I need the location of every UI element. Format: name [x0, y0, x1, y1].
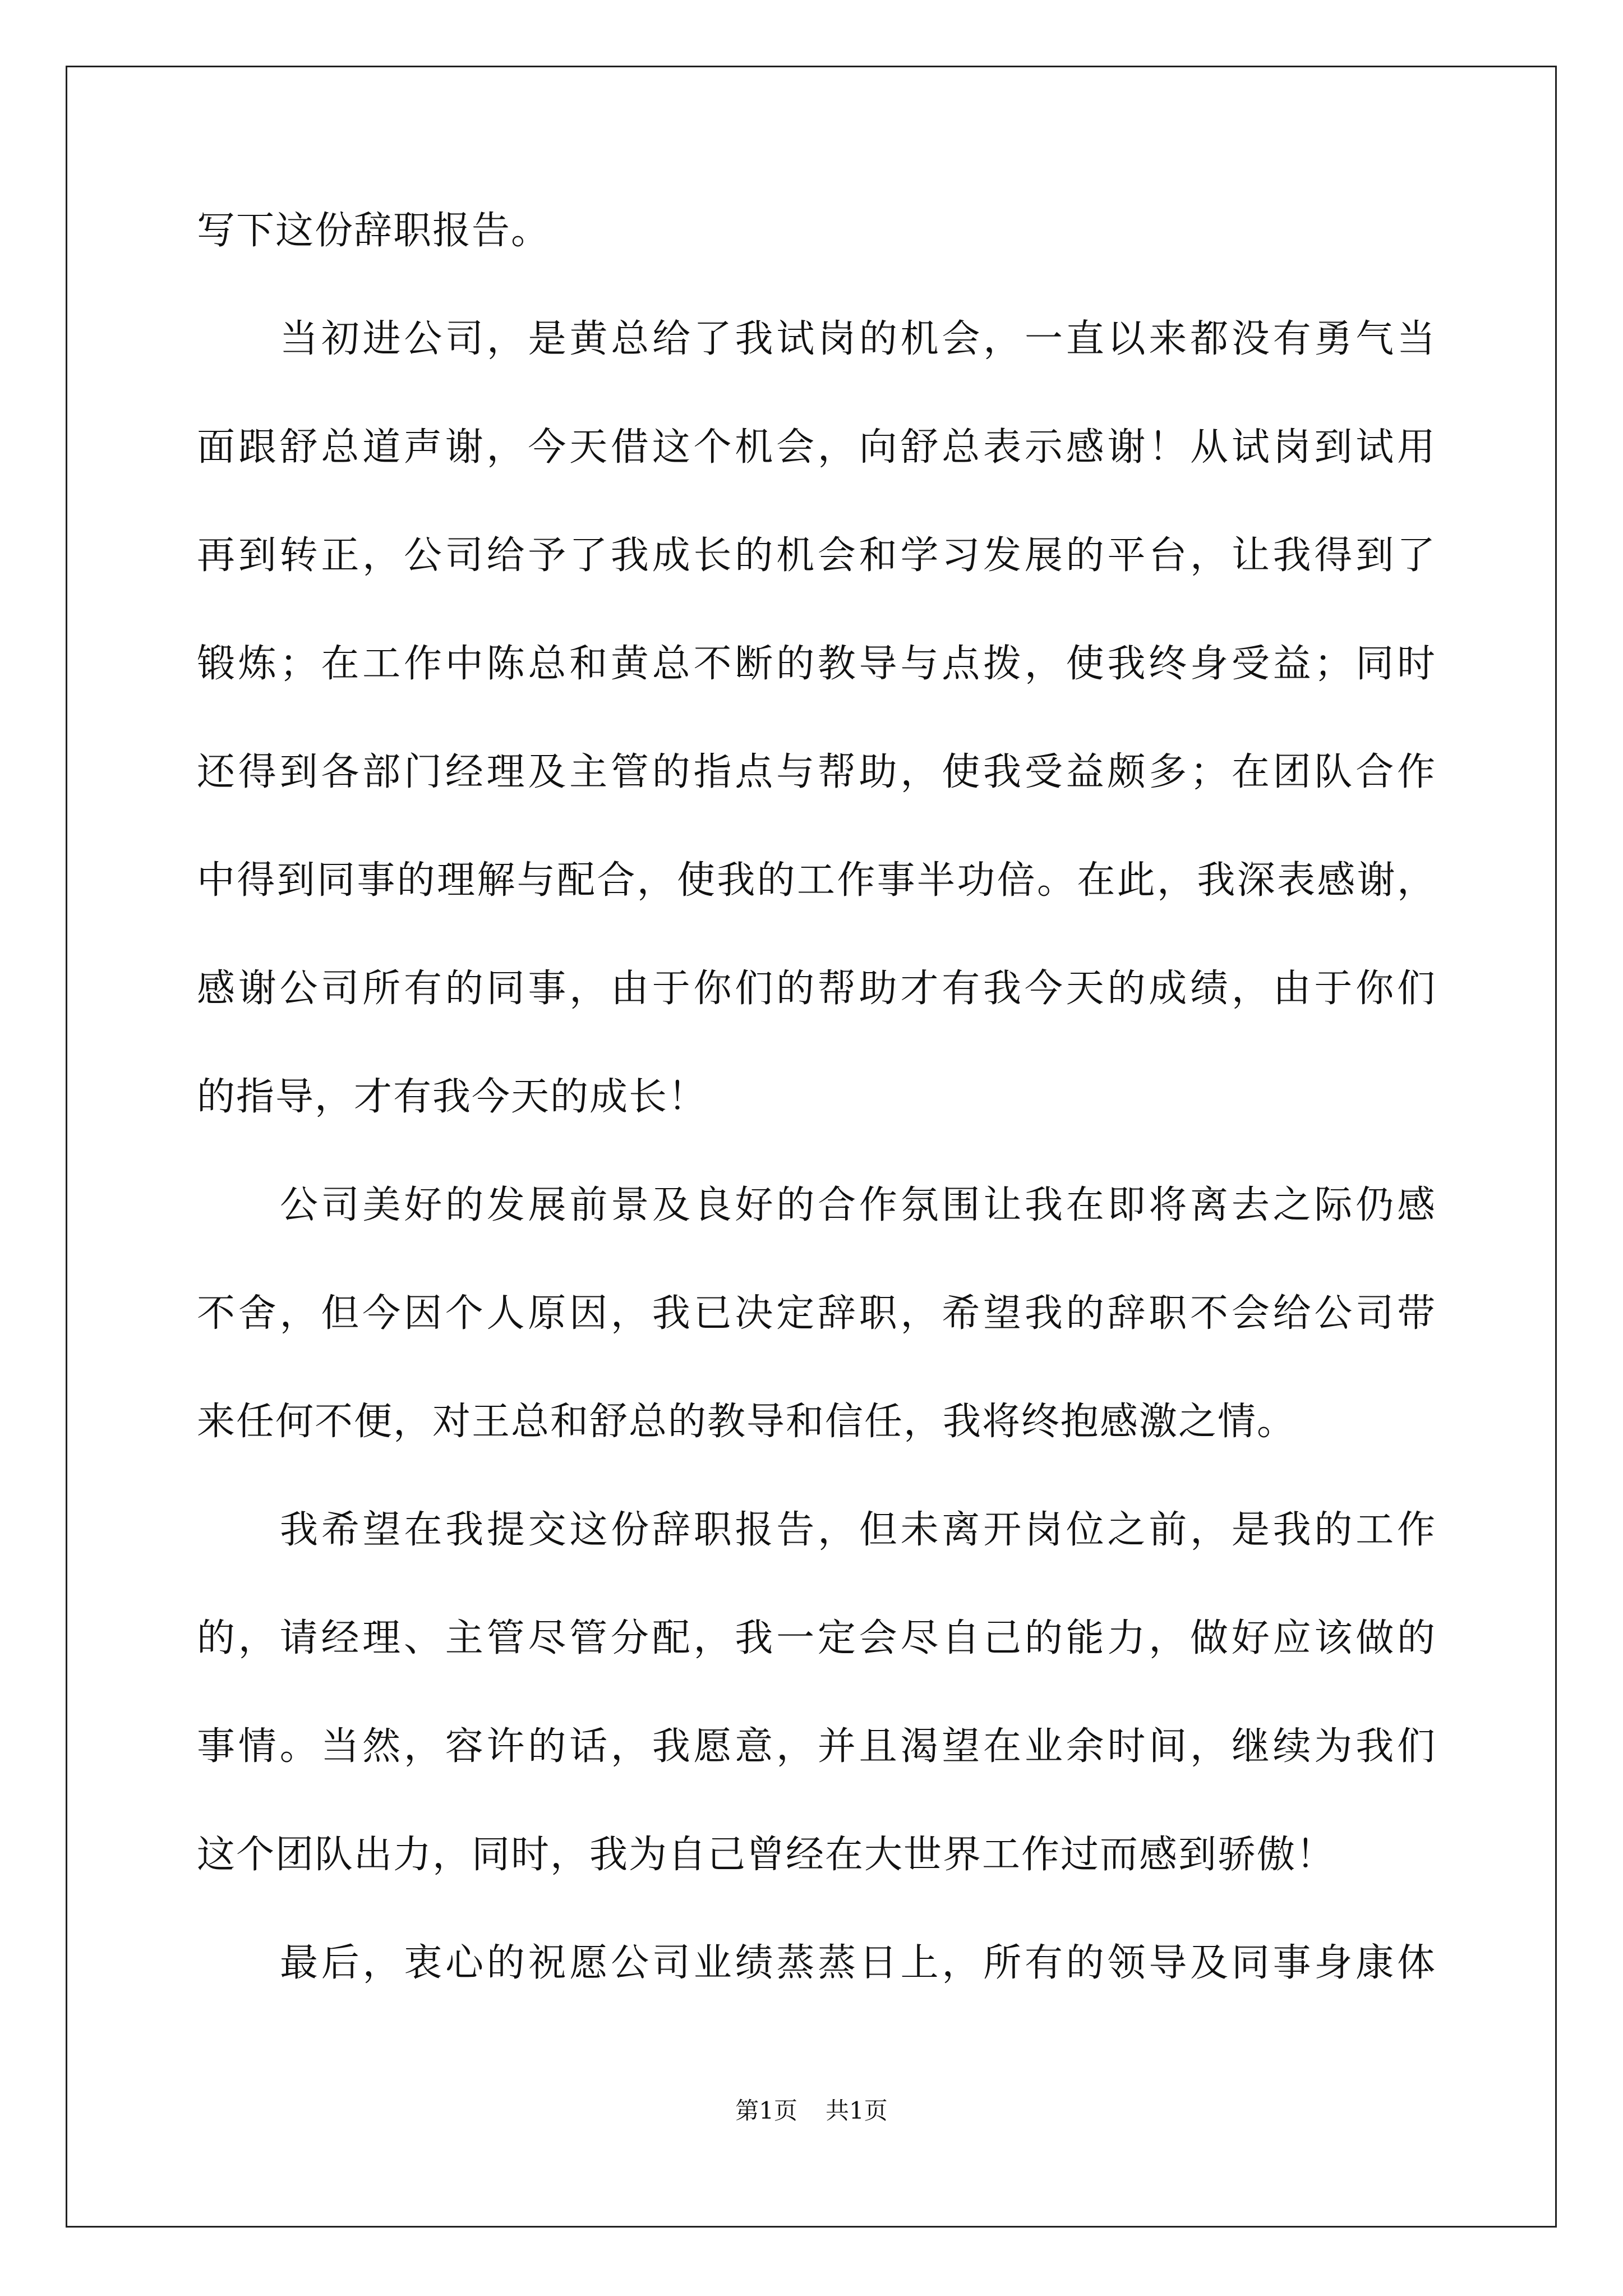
text-line: 我希望在我提交这份辞职报告，但未离开岗位之前，是我的工作 — [280, 1508, 1436, 1552]
page-footer — [0, 2092, 1623, 2126]
text-line: 这个团队出力，同时，我为自己曾经在大世界工作过而感到骄傲！ — [197, 1833, 1336, 1877]
text-line: 不舍，但今因个人原因，我已决定辞职，希望我的辞职不会给公司带 — [197, 1291, 1436, 1336]
text-line: 锻炼；在工作中陈总和黄总不断的教导与点拨，使我终身受益；同时 — [197, 642, 1436, 686]
text-line: 当初进公司，是黄总给了我试岗的机会，一直以来都没有勇气当 — [280, 317, 1436, 361]
text-line: 感谢公司所有的同事，由于你们的帮助才有我今天的成绩，由于你们 — [197, 967, 1436, 1011]
text-line: 最后，衷心的祝愿公司业绩蒸蒸日上，所有的领导及同事身康体 — [280, 1941, 1436, 1985]
text-line: 面跟舒总道声谢，今天借这个机会，向舒总表示感谢！从试岗到试用 — [197, 425, 1436, 470]
page-total: 共1页 — [826, 2097, 888, 2124]
text-line: 的指导，才有我今天的成长！ — [197, 1075, 708, 1119]
text-line: 写下这份辞职报告。 — [197, 209, 551, 253]
page-number: 第1页 — [735, 2097, 797, 2124]
text-line: 公司美好的发展前景及良好的合作氛围让我在即将离去之际仍感 — [280, 1183, 1436, 1227]
text-line: 中得到同事的理解与配合，使我的工作事半功倍。在此，我深表感谢， — [197, 858, 1436, 903]
text-line: 的，请经理、主管尽管分配，我一定会尽自己的能力，做好应该做的 — [197, 1616, 1436, 1660]
text-line: 来任何不便，对王总和舒总的教导和信任，我将终抱感激之情。 — [197, 1400, 1297, 1444]
text-line: 再到转正，公司给予了我成长的机会和学习发展的平台，让我得到了 — [197, 533, 1436, 578]
text-line: 还得到各部门经理及主管的指点与帮助，使我受益颇多；在团队合作 — [197, 750, 1436, 794]
text-line: 事情。当然，容许的话，我愿意，并且渴望在业余时间，继续为我们 — [197, 1724, 1436, 1769]
document-body — [197, 177, 1436, 2017]
